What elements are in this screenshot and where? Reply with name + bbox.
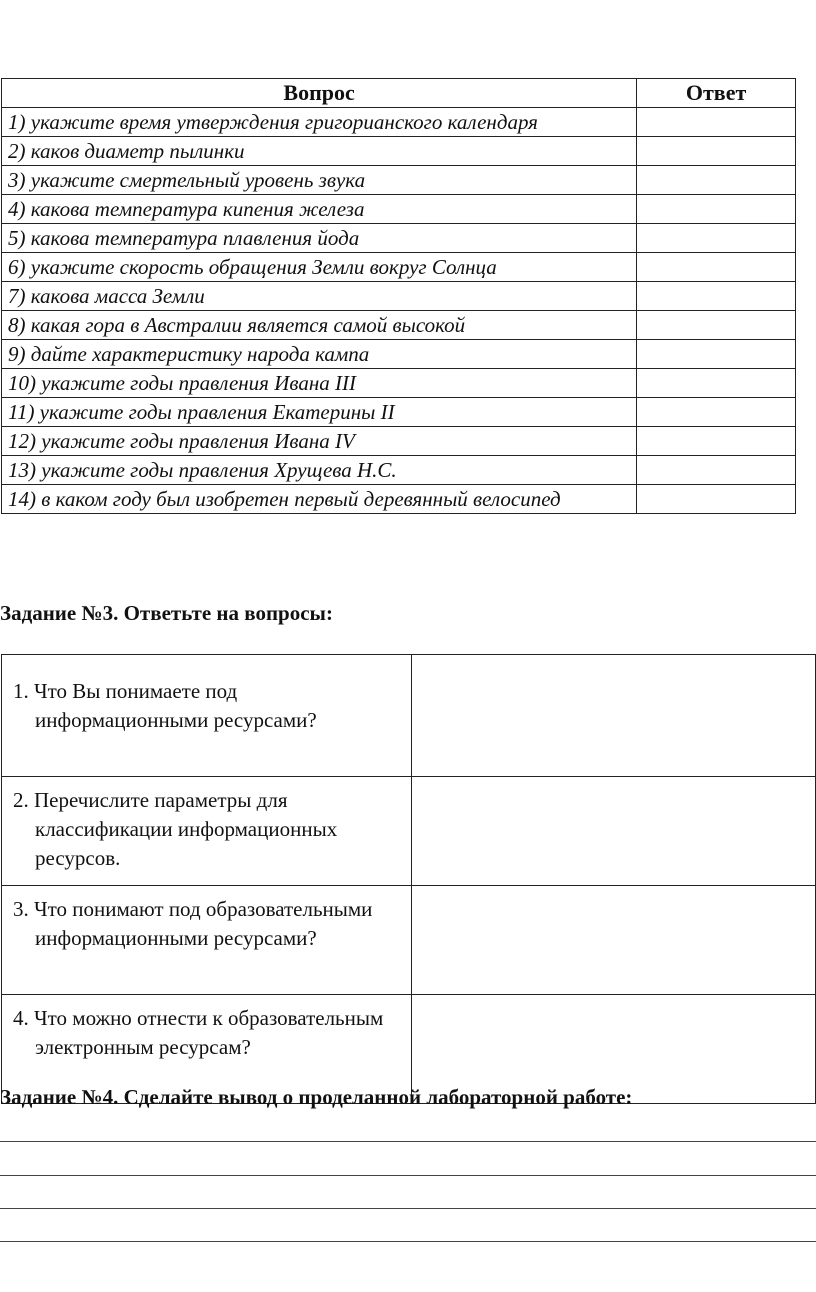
table-row <box>2 427 796 456</box>
table-row <box>2 166 796 195</box>
question-cell: 6) укажите скорость обращения Земли вокруг Солнца <box>2 253 637 282</box>
questions-table <box>1 78 796 514</box>
answer-cell[interactable] <box>637 224 796 253</box>
question-cell: 10) укажите годы правления Ивана III <box>2 369 637 398</box>
table-row <box>2 282 796 311</box>
question-cell: 11) укажите годы правления Екатерины II <box>2 398 637 427</box>
table-row <box>2 456 796 485</box>
answer-cell[interactable] <box>411 655 815 777</box>
question-cell: 9) дайте характеристику народа кампа <box>2 340 637 369</box>
question-cell: 5) какова температура плавления йода <box>2 224 637 253</box>
question-cell: 1. Что Вы понимаете под информационными ресурсами? <box>2 655 412 777</box>
table-row <box>2 311 796 340</box>
table-row <box>2 398 796 427</box>
answer-cell[interactable] <box>637 456 796 485</box>
column-header-answer: Ответ <box>637 79 796 108</box>
table-row <box>2 777 816 886</box>
table-row <box>2 253 796 282</box>
question-cell: 3) укажите смертельный уровень звука <box>2 166 637 195</box>
question-cell: 8) какая гора в Австралии является самой высокой <box>2 311 637 340</box>
answer-cell[interactable] <box>637 137 796 166</box>
table-row <box>2 224 796 253</box>
question-cell: 3. Что понимают под образовательными информационными ресурсами? <box>2 886 412 995</box>
answer-line[interactable] <box>0 1241 816 1242</box>
answer-cell[interactable] <box>637 282 796 311</box>
answer-cell[interactable] <box>637 195 796 224</box>
question-cell: 4) какова температура кипения железа <box>2 195 637 224</box>
question-cell: 4. Что можно отнести к образовательным электронным ресурсам? <box>2 995 412 1104</box>
answer-cell[interactable] <box>637 369 796 398</box>
task3-heading: Задание №3. Ответьте на вопросы: <box>0 601 333 625</box>
answer-cell[interactable] <box>637 485 796 514</box>
answer-cell[interactable] <box>637 340 796 369</box>
task3-table <box>1 654 816 1104</box>
question-cell: 2. Перечислите параметры для классификации информационных ресурсов. <box>2 777 412 886</box>
answer-cell[interactable] <box>637 166 796 195</box>
answer-cell[interactable] <box>637 427 796 456</box>
table-header-row <box>2 79 796 108</box>
answer-line[interactable] <box>0 1141 816 1142</box>
answer-cell[interactable] <box>411 777 815 886</box>
question-cell: 13) укажите годы правления Хрущева Н.С. <box>2 456 637 485</box>
table-row <box>2 108 796 137</box>
table-row <box>2 485 796 514</box>
answer-cell[interactable] <box>637 398 796 427</box>
answer-line[interactable] <box>0 1208 816 1209</box>
answer-cell[interactable] <box>637 253 796 282</box>
task4-heading: Задание №4. Сделайте вывод о проделанной лабораторной работе: <box>0 1085 633 1109</box>
answer-line[interactable] <box>0 1175 816 1176</box>
question-cell: 2) каков диаметр пылинки <box>2 137 637 166</box>
column-header-question: Вопрос <box>2 79 637 108</box>
answer-cell[interactable] <box>637 108 796 137</box>
question-cell: 1) укажите время утверждения григорианского календаря <box>2 108 637 137</box>
table-row <box>2 655 816 777</box>
answer-cell[interactable] <box>411 886 815 995</box>
table-row <box>2 137 796 166</box>
table-row <box>2 340 796 369</box>
question-cell: 14) в каком году был изобретен первый деревянный велосипед <box>2 485 637 514</box>
question-cell: 7) какова масса Земли <box>2 282 637 311</box>
answer-cell[interactable] <box>637 311 796 340</box>
table-row <box>2 886 816 995</box>
table-row <box>2 369 796 398</box>
table-row <box>2 195 796 224</box>
question-cell: 12) укажите годы правления Ивана IV <box>2 427 637 456</box>
